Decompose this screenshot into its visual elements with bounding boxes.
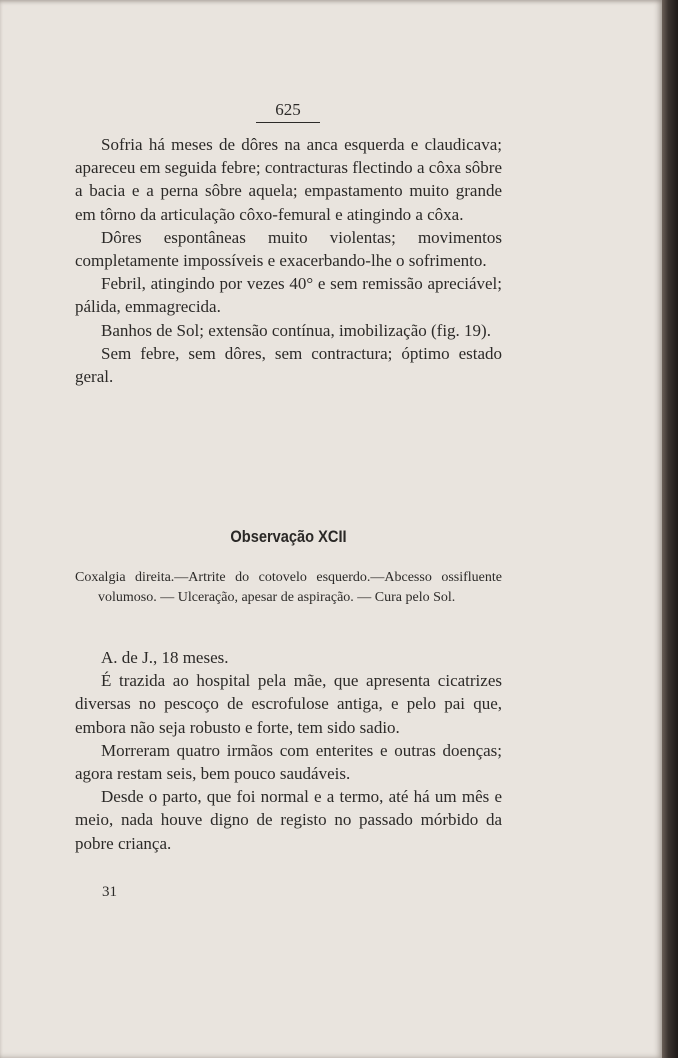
case-summary: Coxalgia direita.—Artrite do cotovelo esquerdo.—Abcesso ossifluente volumoso. — Ulceração, apesar de aspiração. — Cura pelo Sol. — [75, 570, 502, 605]
paragraph: Morreram quatro irmãos com enterites e outras doenças; agora restam seis, bem pouco saudáveis. — [75, 740, 502, 784]
body-text-top — [75, 133, 502, 388]
paragraph: Banhos de Sol; extensão contínua, imobilização (fig. 19). — [101, 320, 491, 340]
paragraph: Desde o parto, que foi normal e a termo, até há um mês e meio, nada houve digno de registo no passado mórbido da pobre criança. — [75, 787, 502, 853]
page-number-rule — [256, 122, 320, 123]
paragraph: Sofria há meses de dôres na anca esquerda e claudicava; apareceu em seguida febre; contracturas flectindo a côxa sôbre a bacia e a perna sôbre aquela; empastamento muito grande em tôrno da articulação côxo-femural e atingindo a côxa. — [75, 135, 502, 224]
signature-mark: 31 — [102, 884, 117, 900]
body-text-bottom — [75, 646, 502, 855]
paragraph: Febril, atingindo por vezes 40° e sem remissão apreciável; pálida, emmagrecida. — [75, 274, 502, 317]
paragraph: Sem febre, sem dôres, sem contractura; óptimo estado geral. — [75, 343, 502, 387]
page-edge — [662, 0, 678, 1058]
page-number: 625 — [275, 100, 301, 119]
paragraph: É trazida ao hospital pela mãe, que apresenta cicatrizes diversas no pescoço de escrofulose antiga, e pelo pai que, embora não seja robusto e forte, tem sido sadio. — [75, 671, 502, 737]
section-heading: Observação XCII — [230, 527, 347, 546]
paragraph: Dôres espontâneas muito violentas; movimentos completamente impossíveis e exacerbando-lhe o sofrimento. — [75, 227, 502, 271]
paragraph: A. de J., 18 meses. — [101, 648, 229, 667]
